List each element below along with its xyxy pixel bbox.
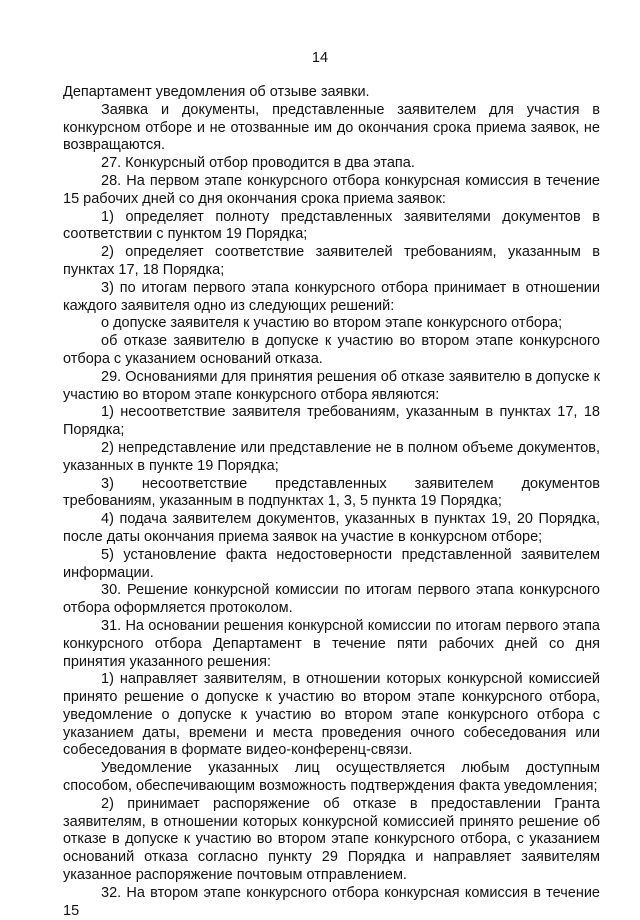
paragraph: 3) по итогам первого этапа конкурсного отбора принимает в отношении каждого заявителя одно из следующих решений:	[63, 279, 600, 314]
paragraph: 29. Основаниями для принятия решения об отказе заявителю в допуске к участию во втором этапе конкурсного отбора являются:	[63, 368, 600, 403]
page-number: 14	[311, 50, 329, 66]
document-body	[63, 84, 600, 920]
paragraph: Уведомление указанных лиц осуществляется любым доступным способом, обеспечивающим возможность подтверждения факта уведомления;	[63, 760, 600, 795]
paragraph: 2) принимает распоряжение об отказе в предоставлении Гранта заявителям, в отношении которых конкурсной комиссией принято решение об отказе в допуске к участию во втором этапе конкурсного отбора, с указанием оснований отказа согласно пункту 29 Порядка и направляет заявителям указанное распоряжение почтовым отправлением.	[63, 795, 600, 884]
paragraph: 28. На первом этапе конкурсного отбора конкурсная комиссия в течение 15 рабочих дней со дня окончания срока приема заявок:	[63, 172, 600, 207]
paragraph: об отказе заявителю в допуске к участию во втором этапе конкурсного отбора с указанием оснований отказа.	[63, 333, 600, 367]
paragraph: 3) несоответствие представленных заявителем документов требованиям, указанным в подпунктах 1, 3, 5 пункта 19 Порядка;	[63, 475, 600, 510]
paragraph: о допуске заявителя к участию во втором этапе конкурсного отбора;	[101, 315, 563, 332]
paragraph: 4) подача заявителем документов, указанных в пунктах 19, 20 Порядка, после даты окончания приема заявок на участие в конкурсном отборе;	[63, 511, 600, 545]
paragraph: 32. На втором этапе конкурсного отбора конкурсная комиссия в течение 15	[63, 884, 600, 919]
paragraph: 2) непредставление или представление не в полном объеме документов, указанных в пункте 19 Порядка;	[63, 439, 600, 474]
paragraph: Заявка и документы, представленные заявителем для участия в конкурсном отборе и не отозванные им до окончания срока приема заявок, не возвращаются.	[63, 101, 600, 154]
paragraph: 30. Решение конкурсной комиссии по итогам первого этапа конкурсного отбора оформляется протоколом.	[63, 582, 600, 617]
paragraph: 1) направляет заявителям, в отношении которых конкурсной комиссией принято решение о допуске к участию во втором этапе конкурсного отбора, уведомление о допуске к участию во втором этапе конкурсного отбора с указанием даты, времени и места проведения очного собеседования или собеседования в формате видео-конференц-связи.	[63, 671, 600, 759]
paragraph: 2) определяет соответствие заявителей требованиям, указанным в пунктах 17, 18 Порядка;	[63, 244, 600, 278]
paragraph: 5) установление факта недостоверности представленной заявителем информации.	[63, 546, 600, 581]
paragraph: 1) несоответствие заявителя требованиям, указанным в пунктах 17, 18 Порядка;	[63, 404, 600, 439]
paragraph: 31. На основании решения конкурсной комиссии по итогам первого этапа конкурсного отбора Департамент в течение пяти рабочих дней со дня принятия указанного решения:	[63, 617, 600, 670]
paragraph: 1) определяет полноту представленных заявителями документов в соответствии с пунктом 19 Порядка;	[63, 208, 600, 243]
paragraph: Департамент уведомления об отзыве заявки.	[63, 84, 370, 100]
paragraph: 27. Конкурсный отбор проводится в два этапа.	[101, 155, 415, 172]
